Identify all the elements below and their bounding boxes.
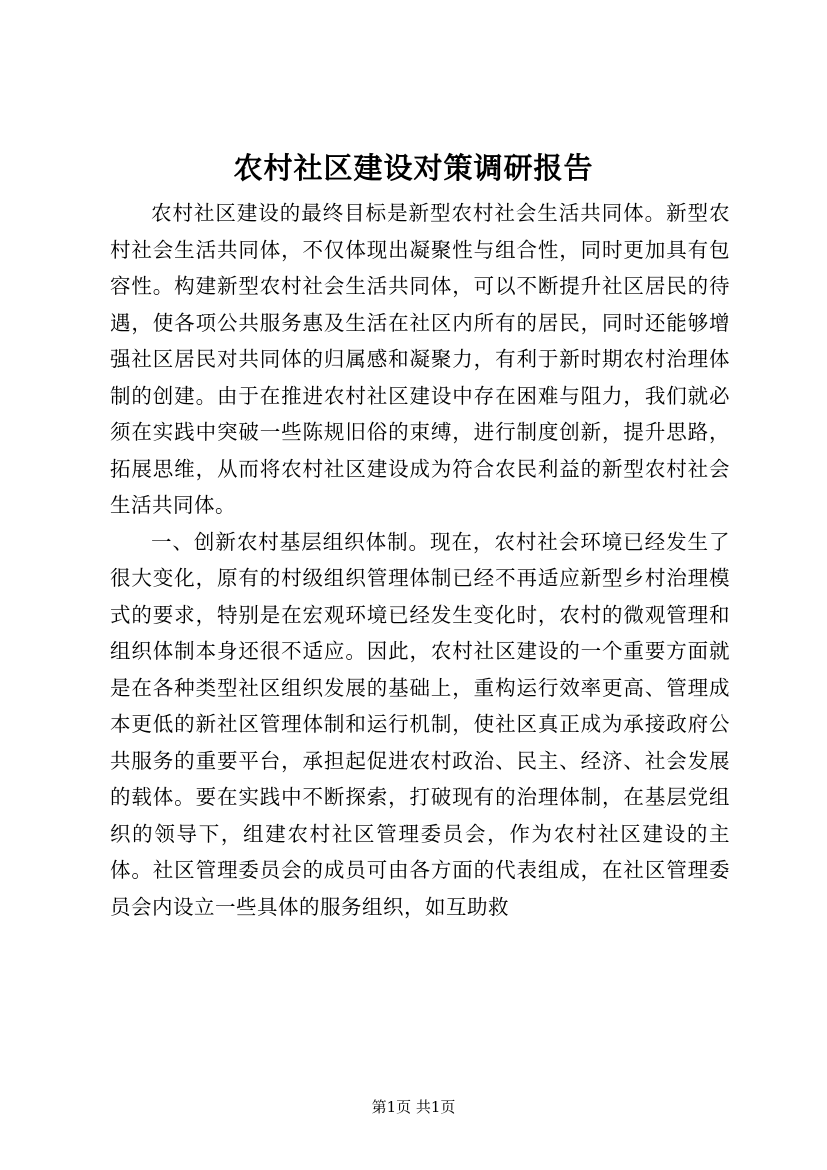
page-footer: 第1页 共1页 <box>371 1098 456 1116</box>
document-title: 农村社区建设对策调研报告 <box>233 151 594 185</box>
document-body <box>110 195 730 925</box>
paragraph-intro: 农村社区建设的最终目标是新型农村社会生活共同体。新型农村社会生活共同体，不仅体现出凝聚性与组合性，同时更加具有包容性。构建新型农村社会生活共同体，可以不断提升社区居民的待遇，使各项公共服务惠及生活在社区内所有的居民，同时还能够增强社区居民对共同体的归属感和凝聚力，有利于新时期农村治理体制的创建。由于在推进农村社区建设中存在困难与阻力，我们就必须在实践中突破一些陈规旧俗的束缚，进行制度创新，提升思路，拓展思维，从而将农村社区建设成为符合农民利益的新型农村社会生活共同体。 <box>110 201 730 517</box>
paragraph-section-one: 一、创新农村基层组织体制。现在，农村社会环境已经发生了很大变化，原有的村级组织管理体制已经不再适应新型乡村治理模式的要求，特别是在宏观环境已经发生变化时，农村的微观管理和组织体制本身还很不适应。因此，农村社区建设的一个重要方面就是在各种类型社区组织发展的基础上，重构运行效率更高、管理成本更低的新社区管理体制和运行机制，使社区真正成为承接政府公共服务的重要平台，承担起促进农村政治、民主、经济、社会发展的载体。要在实践中不断探索，打破现有的治理体制，在基层党组织的领导下，组建农村社区管理委员会，作为农村社区建设的主体。社区管理委员会的成员可由各方面的代表组成，在社区管理委员会内设立一些具体的服务组织，如互助救 <box>110 529 730 919</box>
